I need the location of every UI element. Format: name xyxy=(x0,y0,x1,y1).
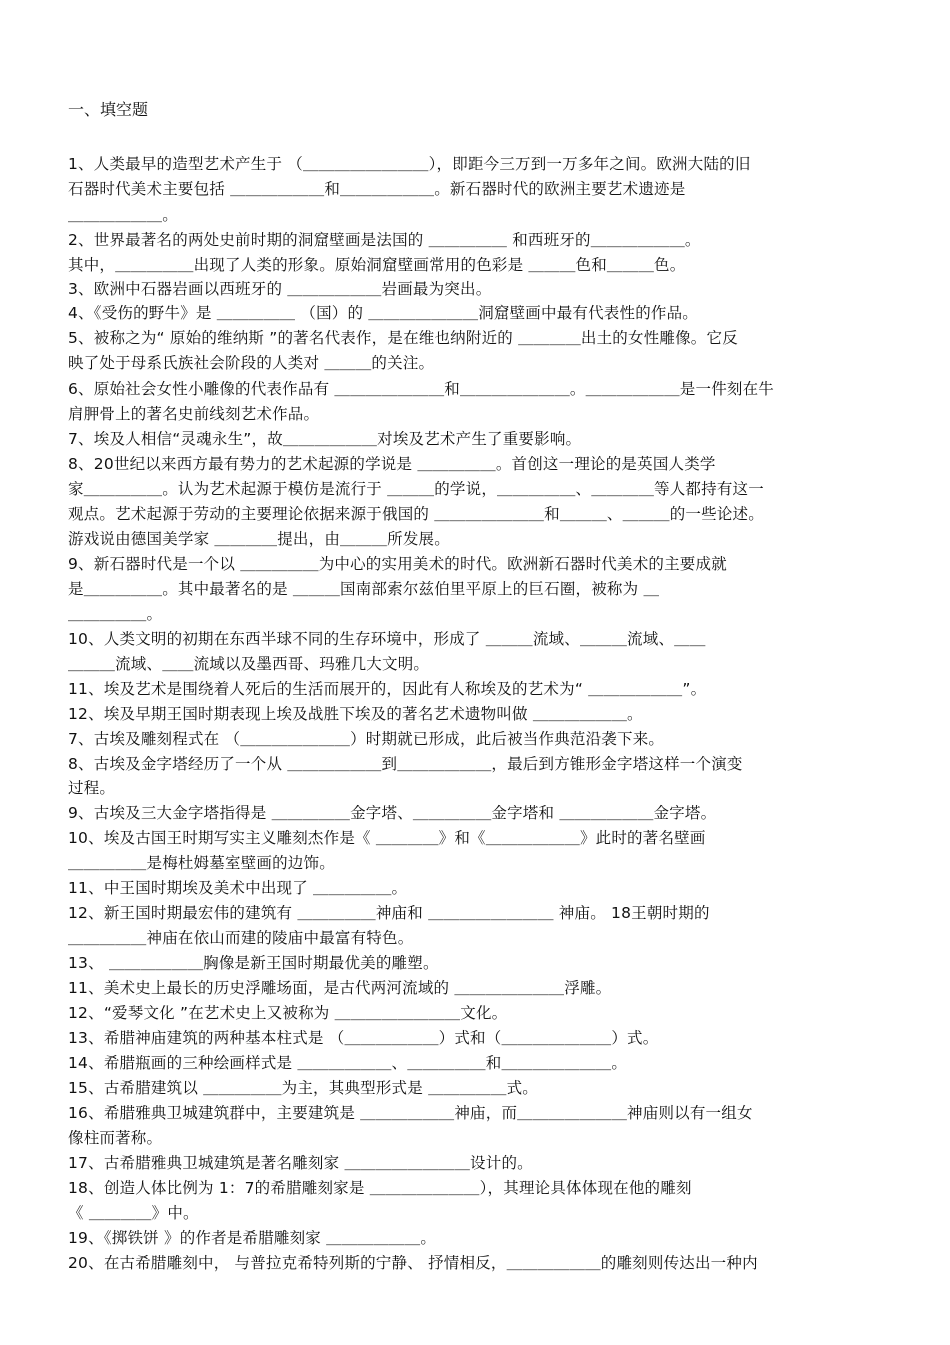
text-line: 9、新石器时代是一个以 ＿＿＿＿＿为中心的实用美术的时代。欧洲新石器时代美术的主要成就 xyxy=(68,555,727,573)
text-line: 14、希腊瓶画的三种绘画样式是 ＿＿＿＿＿＿、＿＿＿＿＿和＿＿＿＿＿＿＿。 xyxy=(68,1054,628,1072)
text-line: 12、新王国时期最宏伟的建筑有 ＿＿＿＿＿神庙和 ＿＿＿＿＿＿＿＿ 神庙。 18王朝时期的 xyxy=(68,904,710,922)
text-line: 16、希腊雅典卫城建筑群中，主要建筑是 ＿＿＿＿＿＿神庙，而＿＿＿＿＿＿＿神庙则以有一组女 xyxy=(68,1104,753,1122)
text-line: 11、中王国时期埃及美术中出现了 ＿＿＿＿＿。 xyxy=(68,879,408,897)
text-line: 游戏说由德国美学家 ＿＿＿＿提出，由＿＿＿所发展。 xyxy=(68,530,450,548)
text-line: 10、埃及古国王时期写实主义雕刻杰作是《 ＿＿＿＿》和《＿＿＿＿＿＿》此时的著名壁画 xyxy=(68,829,706,847)
text-line: 映了处于母系氏族社会阶段的人类对 ＿＿＿的关注。 xyxy=(68,354,435,372)
text-line: ＿＿＿流域、＿＿流域以及墨西哥、玛雅几大文明。 xyxy=(68,655,430,673)
text-line: 是＿＿＿＿＿。其中最著名的是 ＿＿＿国南部索尔兹伯里平原上的巨石圈，被称为 ＿ xyxy=(68,580,660,598)
text-line: 5、被称之为“ 原始的维纳斯 ”的著名代表作，是在维也纳附近的 ＿＿＿＿出土的女性雕像。它反 xyxy=(68,329,738,347)
text-line: 13、 ＿＿＿＿＿＿胸像是新王国时期最优美的雕塑。 xyxy=(68,954,439,972)
text-line: 像柱而著称。 xyxy=(68,1129,163,1147)
text-line: 2、世界最著名的两处史前时期的洞窟壁画是法国的 ＿＿＿＿＿ 和西班牙的＿＿＿＿＿＿。 xyxy=(68,231,701,249)
section-title: 一、填空题 xyxy=(68,100,149,119)
text-line: 18、创造人体比例为 1：7的希腊雕刻家是 ＿＿＿＿＿＿＿），其理论具体体现在他的雕刻 xyxy=(68,1179,692,1197)
text-line: ＿＿＿＿＿。 xyxy=(68,605,163,623)
text-line: 10、人类文明的初期在东西半球不同的生存环境中，形成了 ＿＿＿流域、＿＿＿流域、＿＿ xyxy=(68,630,706,648)
text-line: 6、原始社会女性小雕像的代表作品有 ＿＿＿＿＿＿＿和＿＿＿＿＿＿＿。＿＿＿＿＿＿是一件刻在牛 xyxy=(68,380,774,398)
text-line: 8、古埃及金字塔经历了一个从 ＿＿＿＿＿＿到＿＿＿＿＿＿，最后到方锥形金字塔这样一个演变 xyxy=(68,755,743,773)
text-line: ＿＿＿＿＿＿。 xyxy=(68,206,178,224)
text-line: 《 ＿＿＿＿》中。 xyxy=(68,1204,199,1222)
text-line: 7、古埃及雕刻程式在 （＿＿＿＿＿＿＿）时期就已形成，此后被当作典范沿袭下来。 xyxy=(68,730,665,748)
text-line: ＿＿＿＿＿是梅杜姆墓室壁画的边饰。 xyxy=(68,854,335,872)
text-line: 4、《受伤的野牛》是 ＿＿＿＿＿ （国）的 ＿＿＿＿＿＿＿洞窟壁画中最有代表性的作品。 xyxy=(68,304,698,322)
text-line: 20、在古希腊雕刻中， 与普拉克希特列斯的宁静、 抒情相反，＿＿＿＿＿＿的雕刻则传达出一种内 xyxy=(68,1254,758,1272)
text-line: 11、美术史上最长的历史浮雕场面，是古代两河流域的 ＿＿＿＿＿＿＿浮雕。 xyxy=(68,979,612,997)
text-line: 12、埃及早期王国时期表现上埃及战胜下埃及的著名艺术遗物叫做 ＿＿＿＿＿＿。 xyxy=(68,705,643,723)
text-line: ＿＿＿＿＿神庙在依山而建的陵庙中最富有特色。 xyxy=(68,929,414,947)
text-line: 19、《掷铁饼 》的作者是希腊雕刻家 ＿＿＿＿＿＿。 xyxy=(68,1229,437,1247)
text-line: 1、人类最早的造型艺术产生于 （＿＿＿＿＿＿＿＿），即距今三万到一万多年之间。欧洲大陆的旧 xyxy=(68,155,751,173)
text-line: 11、埃及艺术是围绕着人死后的生活而展开的，因此有人称埃及的艺术为“ ＿＿＿＿＿＿”。 xyxy=(68,680,707,698)
text-line: 家＿＿＿＿＿。认为艺术起源于模仿是流行于 ＿＿＿的学说，＿＿＿＿＿、＿＿＿＿等人都持有这一 xyxy=(68,480,764,498)
text-line: 13、希腊神庙建筑的两种基本柱式是 （＿＿＿＿＿＿）式和（＿＿＿＿＿＿＿）式。 xyxy=(68,1029,659,1047)
text-line: 过程。 xyxy=(68,779,116,797)
text-line: 12、“爱琴文化 ”在艺术史上又被称为 ＿＿＿＿＿＿＿＿文化。 xyxy=(68,1004,508,1022)
text-line: 7、埃及人相信“灵魂永生”，故＿＿＿＿＿＿对埃及艺术产生了重要影响。 xyxy=(68,430,582,448)
text-line: 其中，＿＿＿＿＿出现了人类的形象。原始洞窟壁画常用的色彩是 ＿＿＿色和＿＿＿色。 xyxy=(68,256,686,274)
text-line: 8、20世纪以来西方最有势力的艺术起源的学说是 ＿＿＿＿＿。首创这一理论的是英国人类学 xyxy=(68,455,716,473)
text-line: 17、古希腊雅典卫城建筑是著名雕刻家 ＿＿＿＿＿＿＿＿设计的。 xyxy=(68,1154,533,1172)
text-line: 3、欧洲中石器岩画以西班牙的 ＿＿＿＿＿＿岩画最为突出。 xyxy=(68,280,492,298)
text-line: 15、古希腊建筑以 ＿＿＿＿＿为主，其典型形式是 ＿＿＿＿＿式。 xyxy=(68,1079,538,1097)
text-line: 9、古埃及三大金字塔指得是 ＿＿＿＿＿金字塔、＿＿＿＿＿金字塔和 ＿＿＿＿＿＿金字塔。 xyxy=(68,804,717,822)
text-line: 石器时代美术主要包括 ＿＿＿＿＿＿和＿＿＿＿＿＿。新石器时代的欧洲主要艺术遗迹是 xyxy=(68,180,686,198)
text-line: 观点。艺术起源于劳动的主要理论依据来源于俄国的 ＿＿＿＿＿＿＿和＿＿＿、＿＿＿的一些论述。 xyxy=(68,505,764,523)
text-line: 肩胛骨上的著名史前线刻艺术作品。 xyxy=(68,405,320,423)
